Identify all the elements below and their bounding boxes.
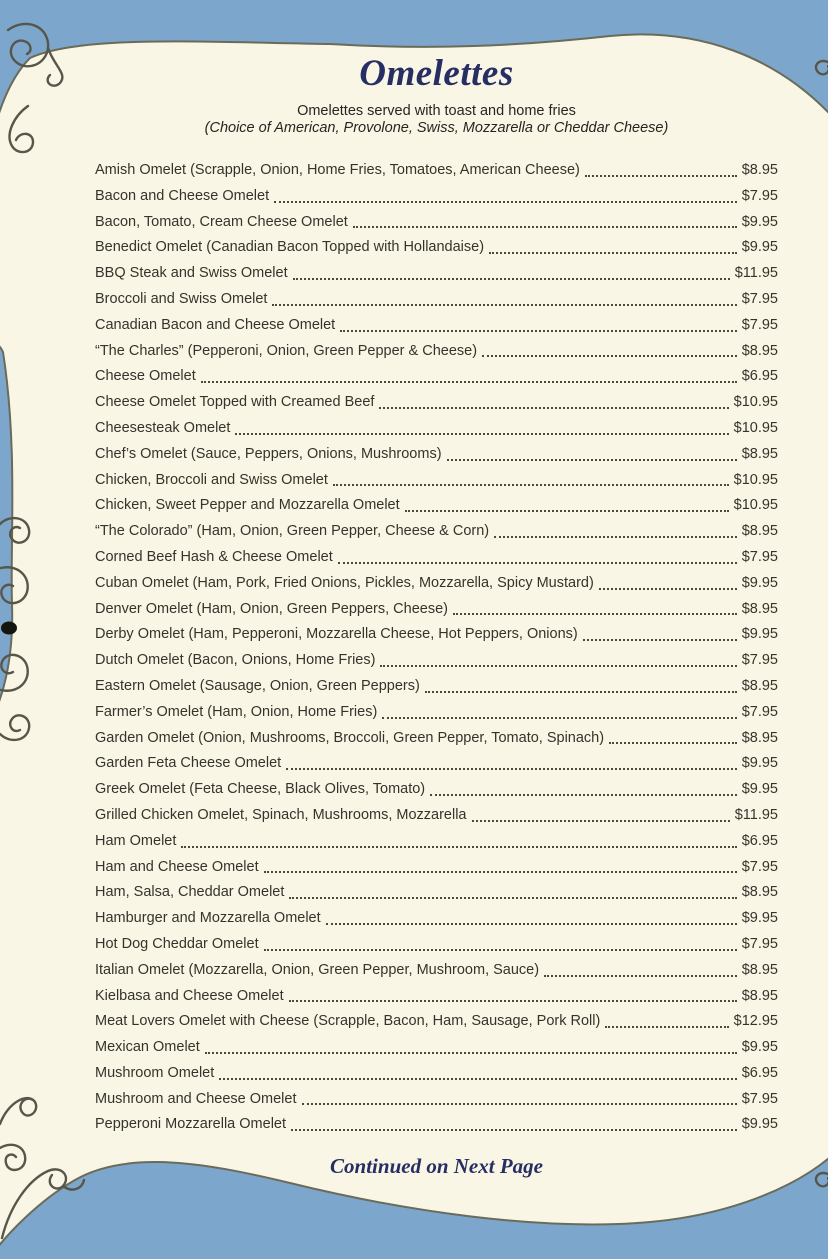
item-price: $7.95 (741, 548, 778, 565)
item-price: $7.95 (741, 935, 778, 952)
item-name: Denver Omelet (Ham, Onion, Green Peppers, Cheese) (95, 600, 448, 617)
item-price: $8.95 (741, 600, 778, 617)
item-price: $10.95 (733, 497, 778, 514)
item-price: $12.95 (733, 1013, 778, 1030)
item-price: $10.95 (733, 419, 778, 436)
item-name: Kielbasa and Cheese Omelet (95, 987, 284, 1004)
dotted-leader (270, 287, 738, 313)
dotted-leader (470, 803, 732, 829)
item-price: $10.95 (733, 471, 778, 488)
item-name: Amish Omelet (Scrapple, Onion, Home Fries, Tomatoes, American Cheese) (95, 162, 580, 178)
item-price: $7.95 (741, 1090, 778, 1107)
item-name: Italian Omelet (Mozzarella, Onion, Green Pepper, Mushroom, Sauce) (95, 961, 540, 978)
menu-row (95, 545, 778, 571)
continued-note: Continued on Next Page (330, 1154, 543, 1178)
dotted-leader (451, 597, 739, 623)
menu-row (95, 777, 778, 803)
menu-row (95, 235, 778, 261)
dotted-leader (336, 545, 739, 571)
item-name: Garden Feta Cheese Omelet (95, 755, 282, 772)
item-name: Grilled Chicken Omelet, Spinach, Mushrooms, Mozzarella (95, 806, 467, 823)
menu-row (95, 726, 778, 752)
dotted-leader (583, 158, 739, 184)
menu-row (95, 880, 778, 906)
dotted-leader (597, 571, 739, 597)
menu-row (95, 1035, 778, 1061)
menu-row (95, 597, 778, 623)
menu-footer (95, 1154, 778, 1179)
item-price: $10.95 (733, 394, 778, 411)
item-name: Broccoli and Swiss Omelet (95, 290, 268, 307)
item-price: $7.95 (741, 652, 778, 669)
item-name: Corned Beef Hash & Cheese Omelet (95, 548, 333, 565)
item-name: Ham and Cheese Omelet (95, 858, 259, 875)
cheese-choice-note: (Choice of American, Provolone, Swiss, Mozzarella or Cheddar Cheese) (204, 120, 669, 136)
dotted-leader (403, 493, 731, 519)
item-name: Cuban Omelet (Ham, Pork, Fried Onions, Pickles, Mozzarella, Spicy Mustard) (95, 574, 594, 591)
item-price: $9.95 (741, 574, 778, 591)
dotted-leader (603, 1009, 730, 1035)
dotted-leader (445, 442, 739, 468)
menu-row (95, 364, 778, 390)
menu-row (95, 932, 778, 958)
item-name: Canadian Bacon and Cheese Omelet (95, 316, 336, 333)
item-price: $8.95 (741, 677, 778, 694)
menu-row (95, 855, 778, 881)
dotted-leader (487, 235, 739, 261)
item-name: Derby Omelet (Ham, Pepperoni, Mozzarella Cheese, Hot Peppers, Onions) (95, 626, 578, 643)
item-name: Cheesesteak Omelet (95, 419, 231, 436)
menu-row (95, 1061, 778, 1087)
dotted-leader (199, 364, 739, 390)
menu-row (95, 210, 778, 236)
menu-row (95, 803, 778, 829)
dotted-leader (351, 210, 739, 236)
menu-row (95, 1112, 778, 1138)
menu-row (95, 958, 778, 984)
item-name: Bacon and Cheese Omelet (95, 187, 270, 204)
item-price: $9.95 (741, 755, 778, 772)
menu-row (95, 648, 778, 674)
menu-row (95, 571, 778, 597)
item-price: $7.95 (741, 187, 778, 204)
menu-row (95, 829, 778, 855)
menu-row (95, 158, 778, 184)
dotted-leader (233, 416, 730, 442)
menu-row (95, 313, 778, 339)
dotted-leader (284, 751, 739, 777)
menu-row (95, 261, 778, 287)
dotted-leader (291, 261, 732, 287)
dotted-leader (287, 880, 738, 906)
menu-row (95, 1087, 778, 1113)
item-name: Meat Lovers Omelet with Cheese (Scrapple, Bacon, Ham, Sausage, Pork Roll) (95, 1013, 601, 1030)
menu-row (95, 416, 778, 442)
menu-row (95, 906, 778, 932)
menu-subtitle: Omelettes served with toast and home fries (297, 103, 576, 119)
item-name: Pepperoni Mozzarella Omelet (95, 1116, 287, 1133)
menu-row (95, 493, 778, 519)
item-price: $9.95 (741, 213, 778, 230)
menu-row (95, 1009, 778, 1035)
dotted-leader (324, 906, 739, 932)
menu-row (95, 700, 778, 726)
item-name: Greek Omelet (Feta Cheese, Black Olives, Tomato) (95, 781, 426, 798)
item-price: $7.95 (741, 316, 778, 333)
dotted-leader (217, 1061, 738, 1087)
dotted-leader (179, 829, 738, 855)
dotted-leader (272, 184, 739, 210)
item-name: Garden Omelet (Onion, Mushrooms, Broccoli, Green Pepper, Tomato, Spinach) (95, 729, 605, 746)
item-name: Ham Omelet (95, 832, 177, 849)
item-name: Eastern Omelet (Sausage, Onion, Green Peppers) (95, 677, 420, 694)
item-price: $8.95 (741, 961, 778, 978)
item-price: $8.95 (741, 445, 778, 462)
dotted-leader (262, 932, 739, 958)
menu-row (95, 674, 778, 700)
item-price: $9.95 (741, 781, 778, 798)
dotted-leader (423, 674, 739, 700)
item-price: $8.95 (741, 729, 778, 746)
item-name: Mushroom and Cheese Omelet (95, 1090, 297, 1107)
item-price: $7.95 (741, 703, 778, 720)
item-name: Farmer’s Omelet (Ham, Onion, Home Fries) (95, 703, 378, 720)
item-name: Benedict Omelet (Canadian Bacon Topped with Hollandaise) (95, 239, 485, 256)
dotted-leader (331, 468, 731, 494)
item-price: $6.95 (741, 1064, 778, 1081)
item-name: Hamburger and Mozzarella Omelet (95, 910, 321, 927)
item-name: BBQ Steak and Swiss Omelet (95, 265, 288, 282)
item-name: Chicken, Broccoli and Swiss Omelet (95, 471, 328, 488)
item-price: $11.95 (734, 806, 778, 823)
menu-row (95, 287, 778, 313)
item-name: Bacon, Tomato, Cream Cheese Omelet (95, 213, 348, 230)
menu-row (95, 622, 778, 648)
item-name: Mushroom Omelet (95, 1064, 215, 1081)
item-name: Chef’s Omelet (Sauce, Peppers, Onions, Mushrooms) (95, 445, 442, 462)
item-price: $9.95 (741, 1116, 778, 1133)
dotted-leader (338, 313, 738, 339)
dotted-leader (492, 519, 739, 545)
item-price: $9.95 (741, 910, 778, 927)
item-price: $8.95 (741, 162, 778, 178)
item-price: $8.95 (741, 987, 778, 1004)
dotted-leader (428, 777, 739, 803)
item-name: Chicken, Sweet Pepper and Mozzarella Omelet (95, 497, 400, 514)
menu-list (95, 158, 778, 1138)
item-price: $8.95 (741, 884, 778, 901)
menu-row (95, 184, 778, 210)
menu-row (95, 339, 778, 365)
dotted-leader (542, 958, 739, 984)
item-price: $9.95 (741, 1039, 778, 1056)
dotted-leader (287, 984, 739, 1010)
item-price: $11.95 (734, 265, 778, 282)
item-price: $6.95 (741, 832, 778, 849)
item-price: $8.95 (741, 523, 778, 540)
page-title: Omelettes (359, 53, 514, 94)
dotted-leader (289, 1112, 739, 1138)
dotted-leader (378, 648, 738, 674)
menu-row (95, 751, 778, 777)
item-name: Dutch Omelet (Bacon, Onions, Home Fries) (95, 652, 376, 669)
item-name: “The Charles” (Pepperoni, Onion, Green Pepper & Cheese) (95, 342, 478, 359)
item-name: Mexican Omelet (95, 1039, 200, 1056)
item-price: $7.95 (741, 858, 778, 875)
item-price: $9.95 (741, 626, 778, 643)
item-price: $7.95 (741, 290, 778, 307)
item-price: $8.95 (741, 342, 778, 359)
menu-row (95, 519, 778, 545)
dotted-leader (262, 855, 739, 881)
dotted-leader (607, 726, 739, 752)
dotted-leader (377, 390, 730, 416)
dotted-leader (380, 700, 738, 726)
menu-row (95, 984, 778, 1010)
dotted-leader (480, 339, 739, 365)
item-price: $9.95 (741, 239, 778, 256)
dotted-leader (300, 1087, 739, 1113)
item-name: Cheese Omelet Topped with Creamed Beef (95, 394, 375, 411)
dotted-leader (581, 622, 739, 648)
item-name: Cheese Omelet (95, 368, 196, 385)
item-name: “The Colorado” (Ham, Onion, Green Pepper, Cheese & Corn) (95, 523, 490, 540)
item-name: Hot Dog Cheddar Omelet (95, 935, 259, 952)
dotted-leader (203, 1035, 739, 1061)
menu-row (95, 468, 778, 494)
menu-row (95, 442, 778, 468)
item-price: $6.95 (741, 368, 778, 385)
menu-row (95, 390, 778, 416)
item-name: Ham, Salsa, Cheddar Omelet (95, 884, 285, 901)
menu-header (95, 52, 778, 137)
